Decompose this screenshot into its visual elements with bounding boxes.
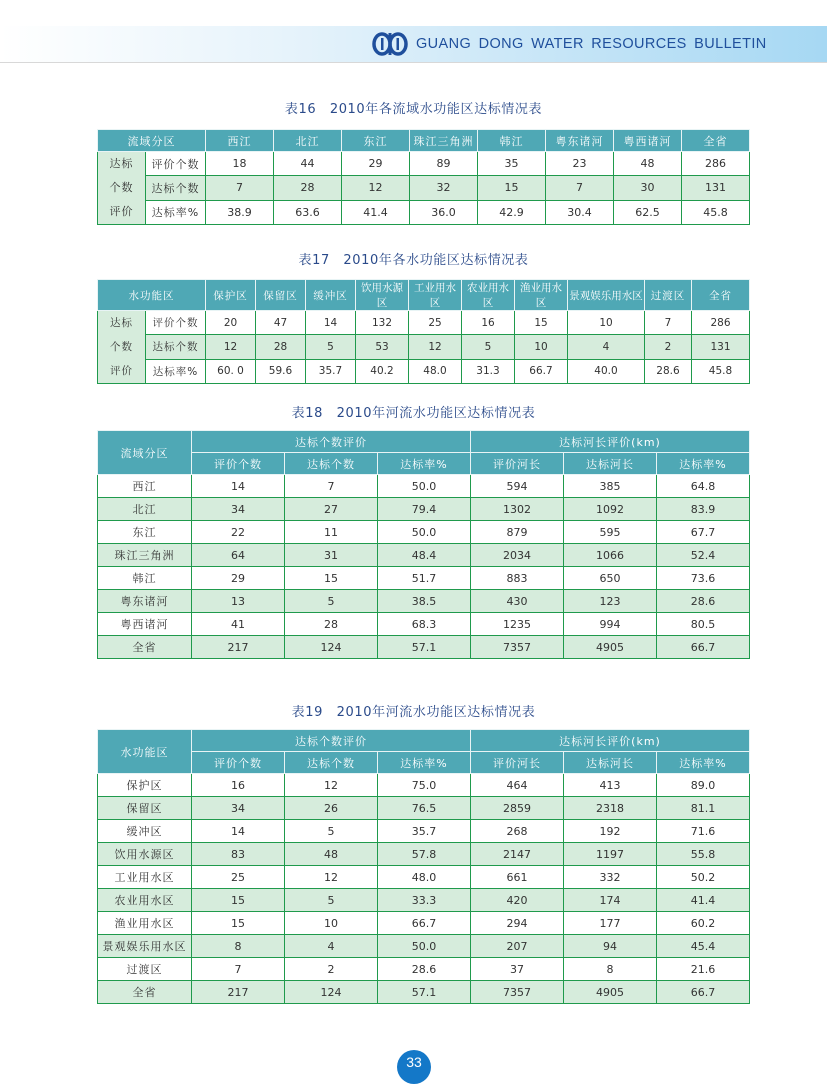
cell: 60.2 [657, 912, 750, 935]
table-row [98, 958, 750, 981]
cell: 879 [471, 521, 564, 544]
group-label: 达标 个数 评价 [98, 311, 146, 384]
table19-caption: 表19 2010年河流水功能区达标情况表 [291, 705, 536, 720]
cell: 1197 [564, 843, 657, 866]
cell: 7 [206, 176, 274, 200]
table19-subheader-row [98, 752, 750, 774]
cell: 650 [564, 567, 657, 590]
row-label: 渔业用水区 [98, 912, 192, 935]
cell: 12 [342, 176, 410, 200]
cell: 50.0 [378, 935, 471, 958]
table18-group-header-row [98, 431, 750, 453]
cell: 15 [478, 176, 546, 200]
header-banner [0, 26, 827, 63]
cell: 883 [471, 567, 564, 590]
cell: 21.6 [657, 958, 750, 981]
row-label: 工业用水区 [98, 866, 192, 889]
cell: 62.5 [614, 200, 682, 224]
col-header: 工业用水区 [409, 280, 462, 311]
table-row [98, 498, 750, 521]
cell: 25 [409, 311, 462, 335]
table-row [98, 521, 750, 544]
cell: 28.6 [378, 958, 471, 981]
table-row [98, 912, 750, 935]
group-label: 达标 个数 评价 [98, 152, 146, 225]
cell: 83.9 [657, 498, 750, 521]
row-label: 过渡区 [98, 958, 192, 981]
table-row [98, 636, 750, 659]
table-row [98, 820, 750, 843]
cell: 7 [645, 311, 692, 335]
row-label: 粤东诸河 [98, 590, 192, 613]
cell: 5 [462, 335, 515, 359]
cell: 81.1 [657, 797, 750, 820]
cell: 32 [410, 176, 478, 200]
cell: 4 [568, 335, 645, 359]
row-label: 韩江 [98, 567, 192, 590]
table-row [98, 613, 750, 636]
cell: 27 [285, 498, 378, 521]
col-header: 韩江 [478, 130, 546, 152]
cell: 48 [285, 843, 378, 866]
cell: 48 [614, 152, 682, 176]
col-header: 东江 [342, 130, 410, 152]
water-bureau-logo-icon [372, 32, 408, 56]
table-row [98, 774, 750, 797]
cell: 1302 [471, 498, 564, 521]
cell: 10 [285, 912, 378, 935]
cell: 413 [564, 774, 657, 797]
cell: 8 [564, 958, 657, 981]
cell: 16 [462, 311, 515, 335]
col-header: 粤东诸河 [546, 130, 614, 152]
cell: 4 [285, 935, 378, 958]
cell: 31.3 [462, 359, 515, 383]
cell: 75.0 [378, 774, 471, 797]
cell: 45.4 [657, 935, 750, 958]
cell: 31 [285, 544, 378, 567]
table-row [98, 935, 750, 958]
table16 [97, 129, 750, 225]
cell: 45.8 [682, 200, 750, 224]
cell: 51.7 [378, 567, 471, 590]
col-header: 评价个数 [192, 752, 285, 774]
cell: 28.6 [645, 359, 692, 383]
cell: 66.7 [378, 912, 471, 935]
cell: 26 [285, 797, 378, 820]
table-row [98, 797, 750, 820]
cell: 661 [471, 866, 564, 889]
row-label: 评价个数 [146, 311, 206, 335]
cell: 15 [192, 889, 285, 912]
row-label: 珠江三角洲 [98, 544, 192, 567]
table18-corner: 流域分区 [98, 431, 192, 475]
col-header: 达标个数 [285, 752, 378, 774]
cell: 34 [192, 498, 285, 521]
cell: 385 [564, 475, 657, 498]
cell: 12 [409, 335, 462, 359]
cell: 50.0 [378, 475, 471, 498]
cell: 124 [285, 636, 378, 659]
cell: 332 [564, 866, 657, 889]
cell: 2147 [471, 843, 564, 866]
cell: 994 [564, 613, 657, 636]
cell: 177 [564, 912, 657, 935]
cell: 11 [285, 521, 378, 544]
cell: 2859 [471, 797, 564, 820]
cell: 5 [285, 820, 378, 843]
col-header: 达标河长 [564, 752, 657, 774]
cell: 59.6 [256, 359, 306, 383]
cell: 83 [192, 843, 285, 866]
cell: 50.2 [657, 866, 750, 889]
cell: 132 [356, 311, 409, 335]
col-header: 全省 [682, 130, 750, 152]
page-number-badge: 33 [397, 1050, 431, 1084]
table-row [98, 843, 750, 866]
cell: 33.3 [378, 889, 471, 912]
col-header: 达标个数 [285, 453, 378, 475]
cell: 16 [192, 774, 285, 797]
cell: 10 [515, 335, 568, 359]
col-header: 达标率% [657, 752, 750, 774]
row-label: 景观娱乐用水区 [98, 935, 192, 958]
cell: 7 [285, 475, 378, 498]
group-header: 达标河长评价(km) [471, 431, 750, 453]
cell: 57.8 [378, 843, 471, 866]
row-label: 粤西诸河 [98, 613, 192, 636]
cell: 174 [564, 889, 657, 912]
table-row [98, 335, 750, 359]
table-row [98, 359, 750, 383]
cell: 8 [192, 935, 285, 958]
table17-caption: 表17 2010年各水功能区达标情况表 [298, 253, 529, 268]
cell: 38.5 [378, 590, 471, 613]
table16-corner: 流域分区 [98, 130, 206, 152]
cell: 12 [285, 866, 378, 889]
cell: 192 [564, 820, 657, 843]
col-header: 达标率% [378, 752, 471, 774]
row-label: 达标个数 [146, 176, 206, 200]
row-label: 全省 [98, 981, 192, 1004]
cell: 30.4 [546, 200, 614, 224]
cell: 7 [546, 176, 614, 200]
cell: 12 [285, 774, 378, 797]
cell: 14 [192, 820, 285, 843]
cell: 420 [471, 889, 564, 912]
cell: 89.0 [657, 774, 750, 797]
row-label: 饮用水源区 [98, 843, 192, 866]
cell: 60. 0 [206, 359, 256, 383]
cell: 68.3 [378, 613, 471, 636]
row-label: 保护区 [98, 774, 192, 797]
cell: 13 [192, 590, 285, 613]
cell: 79.4 [378, 498, 471, 521]
table16-caption: 表16 2010年各流域水功能区达标情况表 [284, 102, 543, 117]
cell: 34 [192, 797, 285, 820]
cell: 71.6 [657, 820, 750, 843]
row-label: 达标个数 [146, 335, 206, 359]
cell: 12 [206, 335, 256, 359]
cell: 66.7 [657, 981, 750, 1004]
row-label: 西江 [98, 475, 192, 498]
table-row [98, 567, 750, 590]
table-row [98, 981, 750, 1004]
table-row [98, 311, 750, 335]
col-header: 评价河长 [471, 752, 564, 774]
table-row [98, 866, 750, 889]
cell: 35.7 [306, 359, 356, 383]
cell: 28 [285, 613, 378, 636]
cell: 67.7 [657, 521, 750, 544]
cell: 42.9 [478, 200, 546, 224]
cell: 45.8 [692, 359, 750, 383]
cell: 5 [306, 335, 356, 359]
cell: 47 [256, 311, 306, 335]
cell: 66.7 [515, 359, 568, 383]
cell: 40.2 [356, 359, 409, 383]
cell: 4905 [564, 981, 657, 1004]
cell: 76.5 [378, 797, 471, 820]
bulletin-title: GUANG DONG WATER RESOURCES BULLETIN [416, 36, 767, 52]
col-header: 粤西诸河 [614, 130, 682, 152]
cell: 94 [564, 935, 657, 958]
cell: 286 [682, 152, 750, 176]
cell: 286 [692, 311, 750, 335]
table18 [97, 430, 750, 659]
cell: 1235 [471, 613, 564, 636]
col-header: 景观娱乐用水区 [568, 280, 645, 311]
cell: 29 [192, 567, 285, 590]
cell: 294 [471, 912, 564, 935]
col-header: 达标率% [657, 453, 750, 475]
table17-header-row [98, 280, 750, 311]
cell: 38.9 [206, 200, 274, 224]
cell: 29 [342, 152, 410, 176]
col-header: 农业用水区 [462, 280, 515, 311]
cell: 268 [471, 820, 564, 843]
table-row [98, 152, 750, 176]
cell: 28 [256, 335, 306, 359]
cell: 25 [192, 866, 285, 889]
row-label: 达标率% [146, 200, 206, 224]
cell: 7357 [471, 981, 564, 1004]
cell: 5 [285, 889, 378, 912]
row-label: 达标率% [146, 359, 206, 383]
cell: 4905 [564, 636, 657, 659]
cell: 2 [285, 958, 378, 981]
group-header: 达标个数评价 [192, 730, 471, 752]
cell: 20 [206, 311, 256, 335]
cell: 2 [645, 335, 692, 359]
row-label: 缓冲区 [98, 820, 192, 843]
col-header: 西江 [206, 130, 274, 152]
row-label: 北江 [98, 498, 192, 521]
cell: 131 [682, 176, 750, 200]
col-header: 保留区 [256, 280, 306, 311]
cell: 15 [285, 567, 378, 590]
cell: 48.0 [409, 359, 462, 383]
cell: 28 [274, 176, 342, 200]
cell: 14 [306, 311, 356, 335]
cell: 35 [478, 152, 546, 176]
cell: 594 [471, 475, 564, 498]
cell: 37 [471, 958, 564, 981]
table-row [98, 176, 750, 200]
cell: 595 [564, 521, 657, 544]
table-row [98, 590, 750, 613]
row-label: 东江 [98, 521, 192, 544]
col-header: 珠江三角洲 [410, 130, 478, 152]
col-header: 北江 [274, 130, 342, 152]
table-row [98, 200, 750, 224]
cell: 7 [192, 958, 285, 981]
cell: 18 [206, 152, 274, 176]
cell: 5 [285, 590, 378, 613]
cell: 48.4 [378, 544, 471, 567]
cell: 123 [564, 590, 657, 613]
row-label: 农业用水区 [98, 889, 192, 912]
col-header: 评价河长 [471, 453, 564, 475]
table19-corner: 水功能区 [98, 730, 192, 774]
row-label: 保留区 [98, 797, 192, 820]
cell: 36.0 [410, 200, 478, 224]
cell: 50.0 [378, 521, 471, 544]
cell: 1066 [564, 544, 657, 567]
cell: 131 [692, 335, 750, 359]
table-row [98, 475, 750, 498]
table18-caption: 表18 2010年河流水功能区达标情况表 [291, 406, 536, 421]
row-label: 全省 [98, 636, 192, 659]
cell: 7357 [471, 636, 564, 659]
col-header: 全省 [692, 280, 750, 311]
cell: 15 [192, 912, 285, 935]
cell: 430 [471, 590, 564, 613]
col-header: 渔业用水区 [515, 280, 568, 311]
cell: 89 [410, 152, 478, 176]
cell: 52.4 [657, 544, 750, 567]
cell: 28.6 [657, 590, 750, 613]
cell: 48.0 [378, 866, 471, 889]
col-header: 达标河长 [564, 453, 657, 475]
col-header: 缓冲区 [306, 280, 356, 311]
cell: 35.7 [378, 820, 471, 843]
cell: 41.4 [342, 200, 410, 224]
cell: 55.8 [657, 843, 750, 866]
cell: 23 [546, 152, 614, 176]
cell: 10 [568, 311, 645, 335]
cell: 41.4 [657, 889, 750, 912]
cell: 217 [192, 981, 285, 1004]
cell: 14 [192, 475, 285, 498]
table19 [97, 729, 750, 1004]
table19-group-header-row [98, 730, 750, 752]
col-header: 保护区 [206, 280, 256, 311]
col-header: 过渡区 [645, 280, 692, 311]
col-header: 评价个数 [192, 453, 285, 475]
cell: 124 [285, 981, 378, 1004]
group-header: 达标河长评价(km) [471, 730, 750, 752]
cell: 53 [356, 335, 409, 359]
group-header: 达标个数评价 [192, 431, 471, 453]
table-row [98, 889, 750, 912]
cell: 63.6 [274, 200, 342, 224]
cell: 1092 [564, 498, 657, 521]
cell: 2318 [564, 797, 657, 820]
row-label: 评价个数 [146, 152, 206, 176]
cell: 73.6 [657, 567, 750, 590]
table17-corner: 水功能区 [98, 280, 206, 311]
table-row [98, 544, 750, 567]
cell: 41 [192, 613, 285, 636]
cell: 80.5 [657, 613, 750, 636]
cell: 30 [614, 176, 682, 200]
cell: 217 [192, 636, 285, 659]
cell: 2034 [471, 544, 564, 567]
cell: 15 [515, 311, 568, 335]
cell: 57.1 [378, 981, 471, 1004]
cell: 57.1 [378, 636, 471, 659]
cell: 207 [471, 935, 564, 958]
cell: 44 [274, 152, 342, 176]
cell: 64.8 [657, 475, 750, 498]
col-header: 达标率% [378, 453, 471, 475]
cell: 464 [471, 774, 564, 797]
cell: 66.7 [657, 636, 750, 659]
cell: 22 [192, 521, 285, 544]
col-header: 饮用水源区 [356, 280, 409, 311]
cell: 64 [192, 544, 285, 567]
table18-subheader-row [98, 453, 750, 475]
table17 [97, 279, 750, 384]
cell: 40.0 [568, 359, 645, 383]
table16-header-row [98, 130, 750, 152]
